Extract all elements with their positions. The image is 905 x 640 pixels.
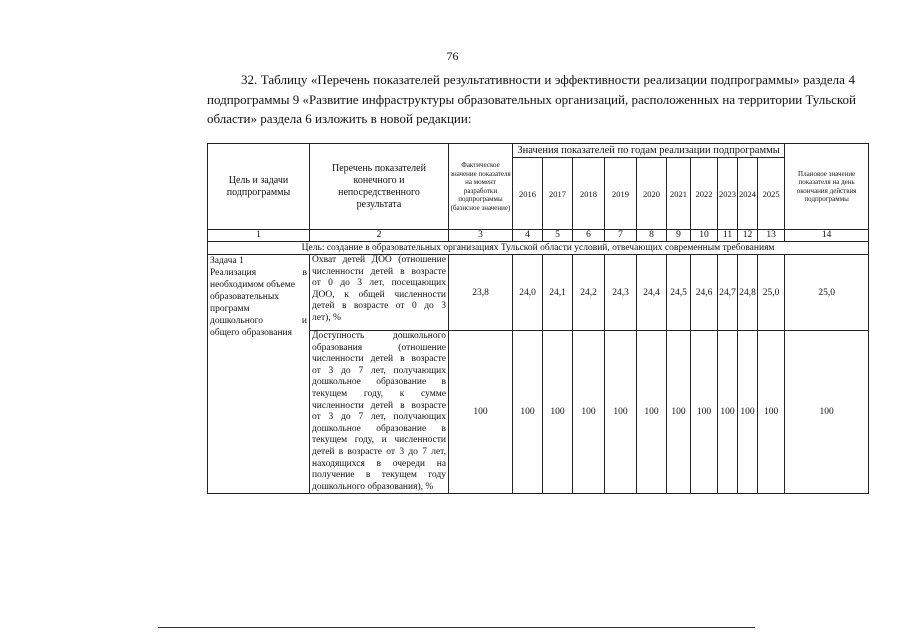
year-value: 100 xyxy=(605,331,637,494)
column-number: 2 xyxy=(310,230,449,242)
task-line: Задача 1 xyxy=(210,256,244,266)
header-row-group xyxy=(208,144,869,158)
header-indicators: Перечень показателей конечного и непосредственного результата xyxy=(310,144,449,230)
intro-line: области» раздела 6 изложить в новой редакции: xyxy=(207,111,472,126)
year-value: 24,6 xyxy=(691,255,718,331)
task-line: Реализация в xyxy=(210,268,307,278)
column-number: 12 xyxy=(738,230,758,242)
header-year: 2020 xyxy=(637,158,667,230)
column-number: 8 xyxy=(637,230,667,242)
indicator-cell xyxy=(310,255,449,331)
header-year: 2024 xyxy=(738,158,758,230)
header-baseline: Фактическое значение показателя на момент разработки подпрограммы (базисное значение) xyxy=(449,144,513,230)
year-value: 24,4 xyxy=(637,255,667,331)
goal-text: Цель: создание в образовательных организациях Тульской области условий, отвечающих современным требованиям xyxy=(208,242,869,255)
intro-line: подпрограммы 9 «Развитие инфраструктуры образовательных организаций, расположенных на территории Тульской xyxy=(207,91,857,107)
page-number: 76 xyxy=(446,49,459,63)
year-value: 100 xyxy=(667,331,691,494)
indicator-line: численности детей в возрасте xyxy=(312,266,446,277)
task-line: образовательных xyxy=(210,292,279,302)
indicator-line: лет), % xyxy=(312,312,341,323)
header-year: 2022 xyxy=(691,158,718,230)
task-line: общего образования xyxy=(210,328,293,338)
year-value: 100 xyxy=(543,331,573,494)
indicator-line: образования (отношение xyxy=(312,342,446,353)
column-number: 5 xyxy=(543,230,573,242)
indicator-line: детей в возрасте от 0 до 3 xyxy=(312,301,446,312)
column-number-row xyxy=(208,230,869,242)
indicator-line: Охват детей ДОО (отношение xyxy=(312,255,446,265)
indicator-line: находящихся в очереди на xyxy=(312,458,446,469)
year-value: 24,1 xyxy=(543,255,573,331)
indicator-line: Доступность дошкольного xyxy=(312,331,446,341)
header-year: 2021 xyxy=(667,158,691,230)
planned-value: 25,0 xyxy=(785,255,869,331)
intro-paragraph xyxy=(207,70,855,129)
header-year: 2017 xyxy=(543,158,573,230)
task-line: дошкольного и xyxy=(210,316,307,326)
indicator-line: численности детей в возрасте xyxy=(312,400,446,411)
year-value: 24,5 xyxy=(667,255,691,331)
year-value: 24,0 xyxy=(513,255,543,331)
header-year: 2018 xyxy=(573,158,605,230)
table-row xyxy=(208,255,869,331)
footer-rule xyxy=(158,627,755,628)
task-cell xyxy=(208,255,310,494)
year-value: 100 xyxy=(758,331,785,494)
indicator-line: от 3 до 7 лет, получающих xyxy=(312,412,446,423)
year-value: 100 xyxy=(718,331,738,494)
indicator-line: детей в возрасте от 3 до 7 лет, xyxy=(312,446,446,457)
column-number: 13 xyxy=(758,230,785,242)
indicator-line: текущем году, к сумме xyxy=(312,388,446,399)
year-value: 100 xyxy=(573,331,605,494)
indicator-line: текущем году, и численности xyxy=(312,435,446,446)
indicator-line: численности детей в возрасте xyxy=(312,354,446,365)
column-number: 9 xyxy=(667,230,691,242)
indicator-cell xyxy=(310,331,449,494)
indicator-line: получение в текущем году xyxy=(312,470,446,481)
goal-row xyxy=(208,242,869,255)
year-value: 24,7 xyxy=(718,255,738,331)
header-years-group: Значения показателей по годам реализации подпрограммы xyxy=(513,144,785,158)
year-value: 100 xyxy=(513,331,543,494)
column-number: 4 xyxy=(513,230,543,242)
header-year: 2025 xyxy=(758,158,785,230)
column-number: 11 xyxy=(718,230,738,242)
indicator-line: дошкольного образования), % xyxy=(312,481,434,492)
planned-value: 100 xyxy=(785,331,869,494)
year-value: 100 xyxy=(738,331,758,494)
indicator-line: дошкольное образование в xyxy=(312,377,446,388)
year-value: 24,2 xyxy=(573,255,605,331)
header-planned: Плановое значение показателя на день окончания действия подпрограммы xyxy=(785,144,869,230)
indicator-line: от 0 до 3 лет, посещающих xyxy=(312,278,446,289)
task-line: программ xyxy=(210,304,250,314)
header-year: 2016 xyxy=(513,158,543,230)
task-line: необходимом объеме xyxy=(210,280,295,290)
baseline-value: 100 xyxy=(449,331,513,494)
indicators-table xyxy=(207,143,869,494)
indicator-line: дошкольное образование в xyxy=(312,423,446,434)
column-number: 3 xyxy=(449,230,513,242)
year-value: 100 xyxy=(637,331,667,494)
year-value: 24,8 xyxy=(738,255,758,331)
column-number: 6 xyxy=(573,230,605,242)
column-number: 7 xyxy=(605,230,637,242)
indicator-line: ДОО, к общей численности xyxy=(312,289,446,300)
column-number: 1 xyxy=(208,230,310,242)
header-goals: Цель и задачи подпрограммы xyxy=(208,144,310,230)
column-number: 14 xyxy=(785,230,869,242)
header-year: 2023 xyxy=(718,158,738,230)
year-value: 24,3 xyxy=(605,255,637,331)
year-value: 25,0 xyxy=(758,255,785,331)
baseline-value: 23,8 xyxy=(449,255,513,331)
header-year: 2019 xyxy=(605,158,637,230)
indicator-line: от 3 до 7 лет, получающих xyxy=(312,365,446,376)
column-number: 10 xyxy=(691,230,718,242)
intro-line: 32. Таблицу «Перечень показателей результативности и эффективности реализации подпрограммы» раздела 4 xyxy=(241,72,855,87)
year-value: 100 xyxy=(691,331,718,494)
